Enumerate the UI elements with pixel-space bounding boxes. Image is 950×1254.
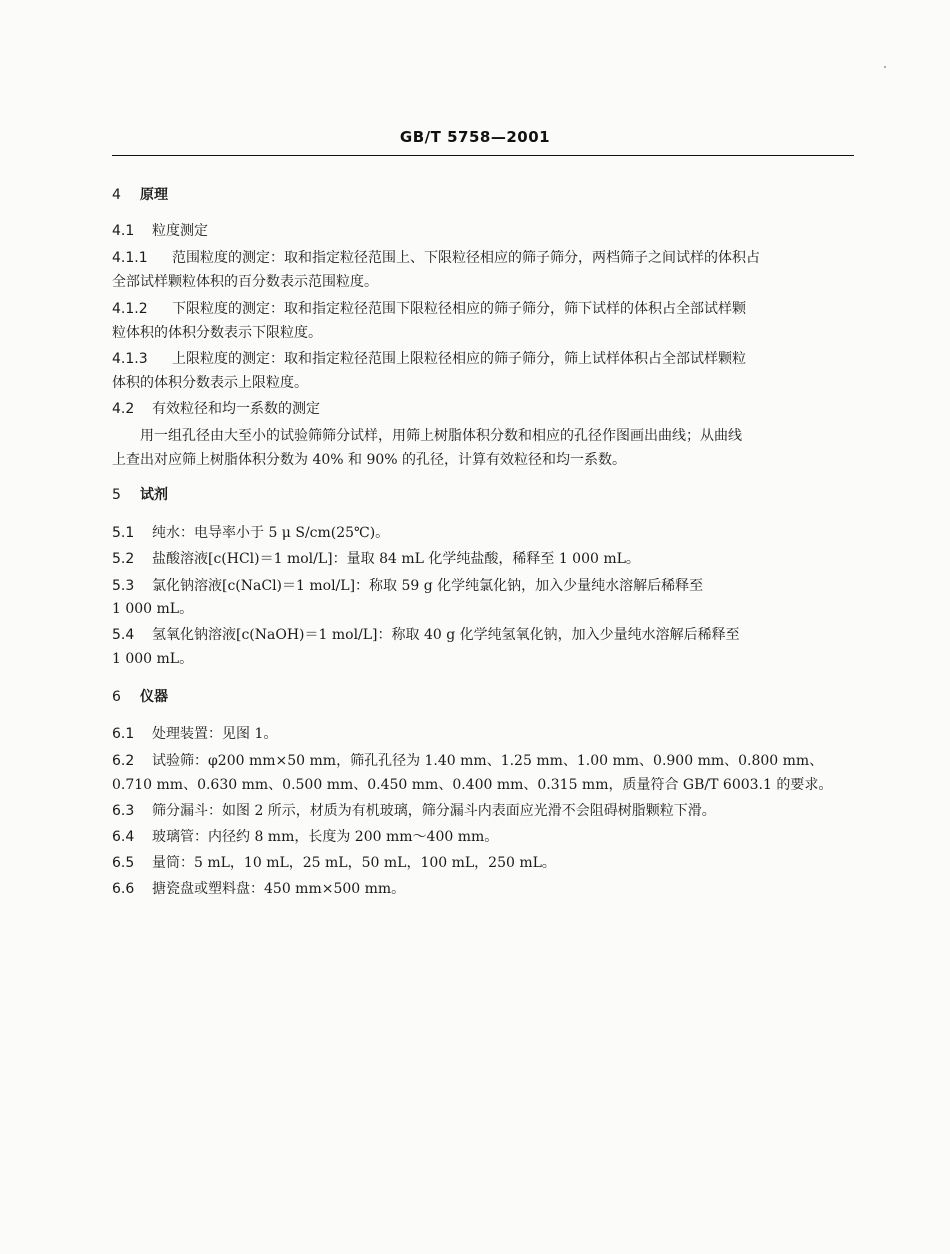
clause-6-6 [112, 880, 854, 898]
clause-number: 4.1.1 [112, 250, 148, 266]
clause-number: 5.3 [112, 578, 135, 594]
clause-text: 下限粒度的测定：取和指定粒径范围下限粒径相应的筛子筛分，筛下试样的体积占全部试样颗 [172, 301, 746, 317]
clause-number: 6.3 [112, 803, 135, 819]
scan-speck [884, 66, 886, 68]
clause-title: 粒度测定 [152, 223, 208, 239]
clause-number: 6.4 [112, 829, 135, 845]
clause-4-2-para-line2: 上查出对应筛上树脂体积分数为 40% 和 90% 的孔径，计算有效粒径和均一系数。 [112, 452, 627, 468]
clause-text: 搪瓷盘或塑料盘：450 mm×500 mm。 [152, 881, 406, 897]
clause-number: 6.2 [112, 753, 135, 769]
clause-text: 纯水：电导率小于 5 μ S/cm(25℃)。 [152, 525, 390, 541]
section-number: 4 [112, 187, 121, 203]
clause-text: 上限粒度的测定：取和指定粒径范围上限粒径相应的筛子筛分，筛上试样体积占全部试样颗粒 [172, 351, 746, 367]
clause-4-1 [112, 222, 854, 240]
clause-text: 氢氧化钠溶液[c(NaOH)＝1 mol/L]：称取 40 g 化学纯氢氧化钠，加入少量纯水溶解后稀释至 [152, 627, 740, 643]
clause-6-1 [112, 725, 854, 743]
clause-text: 试验筛：φ200 mm×50 mm，筛孔孔径为 1.40 mm、1.25 mm、1.00 mm、0.900 mm、0.800 mm、 [152, 753, 824, 769]
clause-6-2-line1 [112, 752, 854, 770]
clause-number: 5.2 [112, 551, 135, 567]
clause-text: 盐酸溶液[c(HCl)＝1 mol/L]：量取 84 mL 化学纯盐酸，稀释至 1 000 mL。 [152, 551, 640, 567]
clause-number: 4.2 [112, 401, 135, 417]
clause-text: 玻璃管：内径约 8 mm，长度为 200 mm～400 mm。 [152, 829, 499, 845]
clause-5-1 [112, 524, 854, 542]
clause-5-4-line2: 1 000 mL。 [112, 651, 194, 667]
clause-6-4 [112, 828, 854, 846]
clause-4-1-2-line2: 粒体积的体积分数表示下限粒度。 [112, 325, 322, 341]
clause-5-3-line1 [112, 577, 854, 595]
section-title: 原理 [140, 187, 168, 203]
clause-number: 4.1 [112, 223, 135, 239]
clause-5-2 [112, 550, 854, 568]
section-title: 试剂 [140, 487, 168, 503]
clause-4-1-1-line2: 全部试样颗粒体积的百分数表示范围粒度。 [112, 274, 378, 290]
clause-number: 6.5 [112, 855, 135, 871]
clause-4-1-3-line1 [112, 350, 854, 368]
clause-4-1-3-line2: 体积的体积分数表示上限粒度。 [112, 375, 308, 391]
clause-number: 4.1.2 [112, 301, 148, 317]
section-4-heading [112, 186, 854, 204]
clause-6-5 [112, 854, 854, 872]
clause-title: 有效粒径和均一系数的测定 [152, 401, 320, 417]
page-header: GB/T 5758—2001 [399, 128, 551, 146]
clause-4-1-2-line1 [112, 300, 854, 318]
header-rule [112, 155, 854, 156]
clause-6-3 [112, 802, 854, 820]
section-number: 6 [112, 689, 121, 705]
clause-6-2-line2: 0.710 mm、0.630 mm、0.500 mm、0.450 mm、0.400 mm、0.315 mm，质量符合 GB/T 6003.1 的要求。 [112, 777, 833, 793]
clause-number: 4.1.3 [112, 351, 148, 367]
section-number: 5 [112, 487, 121, 503]
clause-4-2 [112, 400, 854, 418]
clause-text: 量筒：5 mL，10 mL，25 mL，50 mL，100 mL，250 mL。 [152, 855, 556, 871]
clause-text: 处理装置：见图 1。 [152, 726, 278, 742]
clause-4-1-1-line1 [112, 249, 854, 267]
section-5-heading [112, 486, 854, 504]
clause-number: 6.1 [112, 726, 135, 742]
clause-text: 范围粒度的测定：取和指定粒径范围上、下限粒径相应的筛子筛分，两档筛子之间试样的体积占 [172, 250, 760, 266]
clause-4-2-para-line1: 用一组孔径由大至小的试验筛筛分试样，用筛上树脂体积分数和相应的孔径作图画出曲线；从曲线 [140, 428, 742, 444]
clause-text: 氯化钠溶液[c(NaCl)＝1 mol/L]：称取 59 g 化学纯氯化钠，加入少量纯水溶解后稀释至 [152, 578, 704, 594]
clause-5-3-line2: 1 000 mL。 [112, 601, 194, 617]
section-title: 仪器 [140, 689, 168, 705]
clause-5-4-line1 [112, 626, 854, 644]
clause-text: 筛分漏斗：如图 2 所示，材质为有机玻璃，筛分漏斗内表面应光滑不会阻碍树脂颗粒下滑。 [152, 803, 716, 819]
clause-number: 5.1 [112, 525, 135, 541]
clause-number: 5.4 [112, 627, 135, 643]
section-6-heading [112, 688, 854, 706]
clause-number: 6.6 [112, 881, 135, 897]
